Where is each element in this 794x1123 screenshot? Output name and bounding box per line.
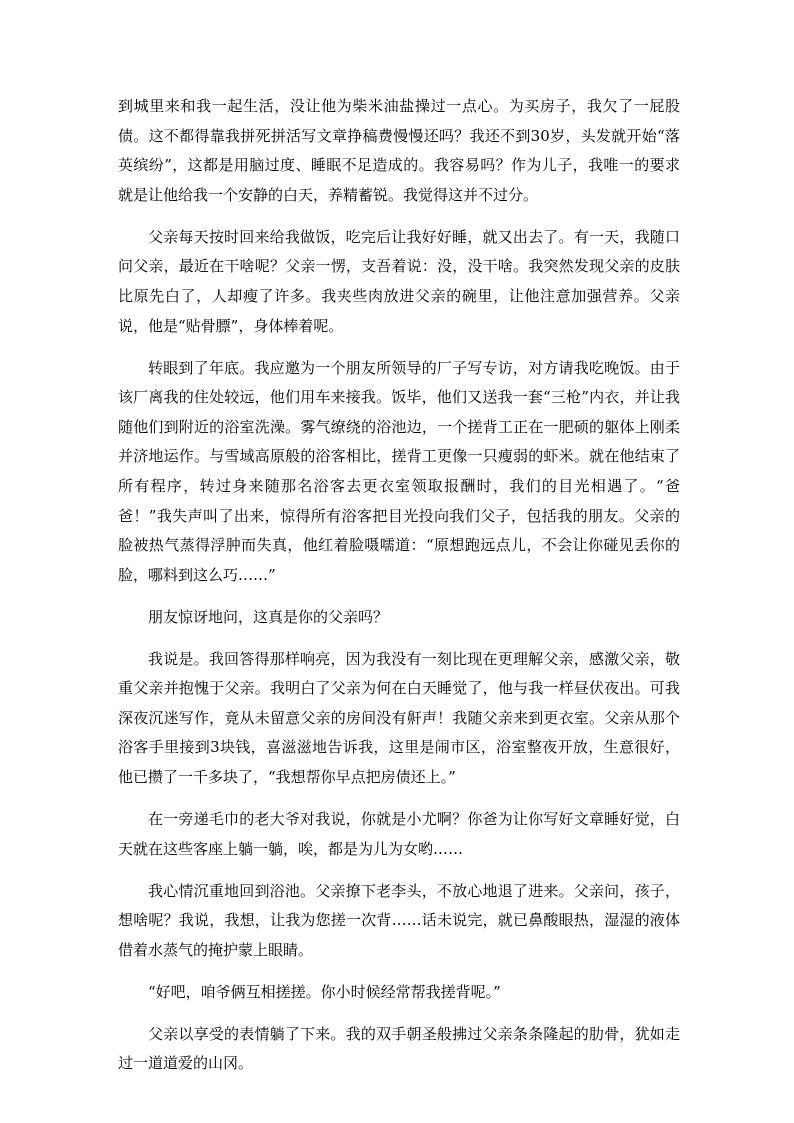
paragraph-5: 我说是。我回答得那样响亮，因为我没有一刻比现在更理解父亲，感激父亲，敬重父亲并抱愧于父亲。我明白了父亲为何在白天睡觉了，他与我一样昼伏夜出。可我深夜沉迷写作，竟从未留意父亲的房间没有鼾声！我随父亲来到更衣室。父亲从那个浴客手里接到3块钱，喜滋滋地告诉我，这里是闹市区，浴室整夜开放，生意很好，他已攒了一千多块了，“我想帮你早点把房债还上。”	[118, 649, 680, 787]
paragraph-3: 转眼到了年底。我应邀为一个朋友所领导的厂子写专访，对方请我吃晚饭。由于该厂离我的住处较远，他们用车来接我。饭毕，他们又送我一套“三枪”内衣，并让我随他们到附近的浴室洗澡。雾气缭绕的浴池边，一个搓背工正在一肥硕的躯体上刚柔并济地运作。与雪域高原般的浴客相比，搓背工更像一只瘦弱的虾米。就在他结束了所有程序，转过身来随那名浴客去更衣室领取报酬时，我们的目光相遇了。“爸爸！”我失声叫了出来，惊得所有浴客把目光投向我们父子，包括我的朋友。父亲的脸被热气蒸得浮肿而失真，他红着脸嗫嚅道：“原想跑远点儿，不会让你碰见丢你的脸，哪料到这么巧……”	[118, 358, 680, 584]
paragraph-6: 在一旁递毛巾的老大爷对我说，你就是小尤啊？你爸为让你写好文章睡好觉，白天就在这些客座上躺一躺，唉，都是为儿为女哟……	[118, 810, 680, 858]
paragraph-7: 我心情沉重地回到浴池。父亲撩下老李头，不放心地退了进来。父亲问，孩子，想啥呢？我说，我想，让我为您搓一次背……话未说完，就已鼻酸眼热，湿湿的液体借着水蒸气的掩护蒙上眼睛。	[118, 881, 680, 959]
paragraph-4: 朋友惊讶地问，这真是你的父亲吗？	[148, 607, 389, 626]
paragraph-2: 父亲每天按时回来给我做饭，吃完后让我好好睡，就又出去了。有一天，我随口问父亲，最近在干啥呢？父亲一愣，支吾着说：没，没干啥。我突然发现父亲的皮肤比原先白了，人却瘦了许多。我夹些肉放进父亲的碗里，让他注意加强营养。父亲说，他是“贴骨膘”，身体棒着呢。	[118, 227, 680, 335]
paragraph-1: 到城里来和我一起生活，没让他为柴米油盐操过一点心。为买房子，我欠了一屁股债。这不都得靠我拼死拼活写文章挣稿费慢慢还吗？我还不到30岁，头发就开始“落英缤纷”，这都是用脑过度、睡眠不足造成的。我容易吗？作为儿子，我唯一的要求就是让他给我一个安静的白天，养精蓄锐。我觉得这并不过分。	[118, 97, 680, 204]
paragraph-8: “好吧，咱爷俩互相搓搓。你小时候经常帮我搓背呢。”	[148, 982, 501, 1001]
document-body	[118, 92, 680, 1091]
paragraph-9: 父亲以享受的表情躺了下来。我的双手朝圣般拂过父亲条条隆起的肋骨，犹如走过一道道爱的山冈。	[118, 1024, 680, 1073]
